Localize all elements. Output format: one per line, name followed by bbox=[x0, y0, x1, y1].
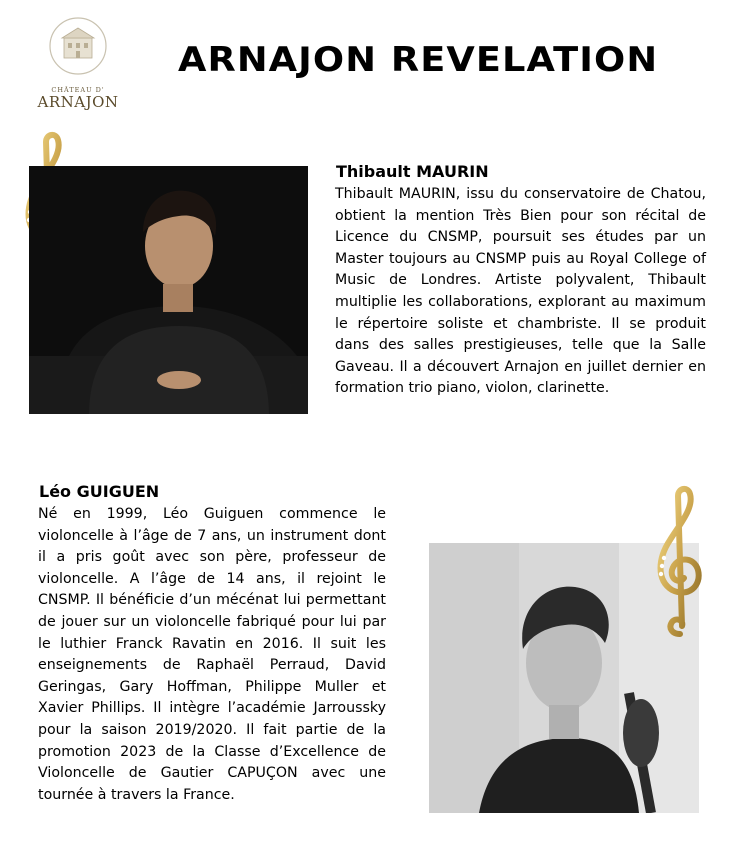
chateau-arnajon-logo bbox=[26, 14, 130, 114]
artist-name-thibault: Thibault MAURIN bbox=[336, 162, 489, 181]
artist-photo-thibault bbox=[29, 166, 308, 414]
artist-bio-leo: Né en 1999, Léo Guiguen commence le violoncelle à l’âge de 7 ans, un instrument dont il a pris goût avec son père, professeur de violoncelle. A l’âge de 14 ans, il rejoint le CNSMP. Il bénéficie d’un mécénat lui permettant de jouer sur un violoncelle fabriqué pour lui par le luthier Franck Ravatin en 2016. Il suit les enseignements de Raphaël Perraud, David Geringas, Gary Hoffman, Philippe Muller et Xavier Phillips. Il intègre l’académie Jarroussky pour la saison 2019/2020. Il fait partie de la promotion 2023 de la Classe d’Excellence de Violoncelle de Gautier CAPUÇON avec une tournée à travers la France. bbox=[38, 506, 386, 803]
logo-name-text: ARNAJON bbox=[37, 93, 119, 111]
logo-top-text: CHÂTEAU D' bbox=[51, 86, 105, 94]
artist-name-leo: Léo GUIGUEN bbox=[39, 482, 160, 501]
page-title: ARNAJON REVELATION bbox=[178, 40, 659, 80]
artist-bio-thibault: Thibault MAURIN, issu du conservatoire de Chatou, obtient la mention Très Bien pour son récital de Licence du CNSMP, poursuit ses études par un Master toujours au CNSMP puis au Royal College of Music de Londres. Artiste polyvalent, Thibault multiplie les collaborations, explorant au maximum le répertoire soliste et chambriste. Il se produit dans des salles prestigieuses, telle que la Salle Gaveau. Il a découvert Arnajon en juillet dernier en formation trio piano, violon, clarinette. bbox=[335, 186, 706, 397]
treble-clef-icon bbox=[650, 484, 708, 646]
